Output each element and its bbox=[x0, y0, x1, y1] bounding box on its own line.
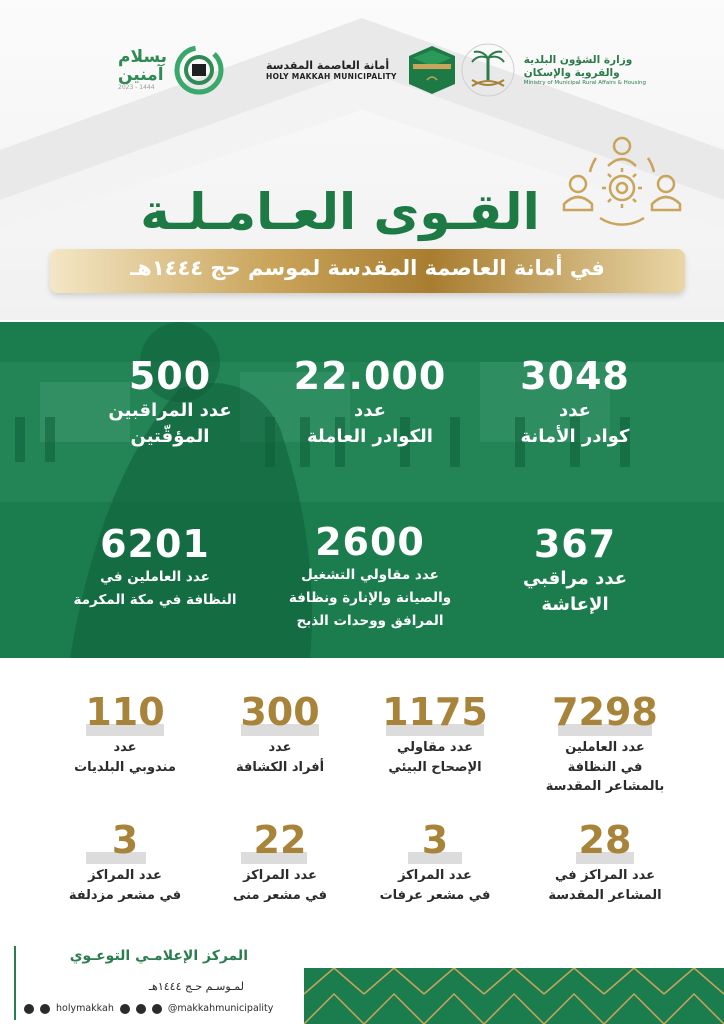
stat-cleaning-makkah bbox=[55, 522, 255, 612]
stat-label-line1: عدد مقاولي bbox=[397, 740, 473, 755]
stat-value: 6201 bbox=[100, 522, 210, 566]
stat-label-line2: الكوادر العاملة bbox=[307, 426, 433, 448]
stat-scouts bbox=[205, 690, 355, 777]
stat-label-line1: عدد المراكز bbox=[398, 868, 472, 883]
stat-centers-mina bbox=[205, 818, 355, 905]
instagram-icon[interactable] bbox=[136, 1004, 146, 1014]
stat-label-line2: والصيانة والإنارة ونظافة bbox=[288, 589, 452, 606]
header bbox=[0, 0, 724, 320]
social-handle-municipality[interactable]: @makkahmunicipality bbox=[167, 1003, 274, 1014]
stat-value: 300 bbox=[240, 690, 320, 734]
snapchat-icon[interactable] bbox=[24, 1004, 34, 1014]
stat-value: 22.000 bbox=[293, 354, 447, 398]
stat-label-line1: عدد المراكز bbox=[88, 868, 162, 883]
stat-label-line2: المشاعر المقدسة bbox=[548, 887, 662, 903]
makkah-municipality-logo bbox=[266, 38, 457, 102]
stat-label-line1: عدد bbox=[113, 740, 137, 755]
twitter-icon[interactable] bbox=[40, 1004, 50, 1014]
stat-centers-muzdalifah bbox=[50, 818, 200, 905]
hajj-hashtag: لمـوسـم حـج ١٤٤٤هـ bbox=[148, 980, 244, 993]
stat-label-line1: عدد المراكز في bbox=[554, 868, 656, 883]
page-title: القـوى العـامـلـة bbox=[140, 183, 540, 241]
stat-environmental-contractors bbox=[360, 690, 510, 777]
stat-label-line1: عدد مراقبي bbox=[522, 568, 628, 589]
stat-value: 2600 bbox=[315, 520, 425, 564]
kaaba-circle-icon bbox=[173, 44, 225, 96]
social-handle-holymakkah[interactable]: holymakkah bbox=[56, 1003, 114, 1014]
stat-temporary-supervisors bbox=[85, 354, 255, 450]
stat-label-line1: عدد bbox=[268, 740, 292, 755]
stat-label-line1: عدد مقاولي التشغيل bbox=[301, 567, 439, 583]
stat-value: 22 bbox=[253, 818, 307, 862]
footer bbox=[0, 940, 724, 1024]
makkah-name-en: HOLY MAKKAH MUNICIPALITY bbox=[266, 72, 397, 81]
ministry-name-line1: وزارة الشؤون البلدية bbox=[523, 53, 633, 66]
stat-label-line1: عدد المراكز bbox=[243, 868, 317, 883]
youtube-icon[interactable] bbox=[120, 1004, 130, 1014]
kaaba-icon bbox=[407, 44, 457, 96]
amineen-word: آمنين bbox=[118, 64, 164, 85]
stat-operation-contractors bbox=[280, 520, 460, 633]
stat-value: 1175 bbox=[382, 690, 488, 734]
ministry-logo bbox=[460, 38, 646, 102]
stat-value: 7298 bbox=[552, 690, 658, 734]
stat-municipality-delegates bbox=[50, 690, 200, 777]
stat-label-line2: كوادر الأمانة bbox=[520, 426, 630, 448]
stat-label-line1: عدد العاملين bbox=[565, 740, 645, 755]
media-center-name: المركز الإعلامـي التوعـوي bbox=[69, 948, 248, 964]
makkah-name-ar: أمانة العاصمة المقدسة bbox=[266, 59, 390, 72]
stat-label-line2: الإصحاح البيئي bbox=[388, 759, 482, 775]
stat-centers-arafat bbox=[360, 818, 510, 905]
workforce-green-section bbox=[0, 322, 724, 658]
stat-label-line2: النظافة في مكة المكرمة bbox=[73, 591, 237, 608]
stat-value: 367 bbox=[533, 522, 617, 566]
stat-label-line2: في النظافة bbox=[567, 759, 643, 775]
stat-label-line2: في مشعر مزدلفة bbox=[68, 887, 182, 903]
stat-label-line1: عدد bbox=[559, 400, 591, 421]
stat-catering-supervisors bbox=[500, 522, 650, 618]
stat-value: 3 bbox=[111, 818, 139, 862]
salam-amineen-logo bbox=[118, 38, 225, 102]
stat-label-line2: الإعاشة bbox=[541, 594, 609, 616]
stat-label-line3: بالمشاعر المقدسة bbox=[545, 779, 665, 794]
footer-accent-line bbox=[14, 946, 16, 1020]
salam-years: 2023 - 1444 bbox=[118, 84, 155, 92]
stat-label-line3: المرافق ووحدات الذبح bbox=[296, 612, 444, 629]
logo-row bbox=[0, 38, 724, 108]
stat-label-line1: عدد العاملين في bbox=[100, 569, 210, 585]
stat-value: 3048 bbox=[520, 354, 630, 398]
stat-label-line2: أفراد الكشافة bbox=[235, 759, 325, 775]
team-gear-icon bbox=[560, 128, 685, 228]
stat-value: 500 bbox=[128, 354, 212, 398]
page-subtitle: في أمانة العاصمة المقدسة لموسم حج ١٤٤٤هـ bbox=[130, 256, 605, 280]
ministry-name-en: Ministry of Municipal Rural Affairs & Housing bbox=[523, 80, 646, 87]
palm-swords-icon bbox=[460, 42, 516, 98]
stat-cleaning-holy-sites bbox=[520, 690, 690, 797]
stat-label-line2: المؤقّتين bbox=[130, 426, 210, 448]
salam-word: بسلام bbox=[118, 46, 168, 67]
stat-municipality-staff bbox=[500, 354, 650, 450]
stat-working-staff bbox=[285, 354, 455, 450]
stat-value: 3 bbox=[421, 818, 449, 862]
stat-value: 28 bbox=[578, 818, 632, 862]
social-handles bbox=[24, 1003, 273, 1014]
ministry-name-line2: والقروية والإسكان bbox=[523, 67, 620, 79]
stat-value: 110 bbox=[85, 690, 165, 734]
stat-label-line1: عدد المراقبين bbox=[108, 400, 232, 421]
stat-centers-holy-sites bbox=[520, 818, 690, 905]
facebook-icon[interactable] bbox=[152, 1004, 162, 1014]
stat-label-line2: في مشعر عرفات bbox=[379, 887, 491, 903]
stat-label-line2: في مشعر منى bbox=[233, 887, 327, 903]
stat-label-line2: مندوبي البلديات bbox=[74, 759, 176, 775]
stat-label-line1: عدد bbox=[354, 400, 386, 421]
islamic-pattern-decoration bbox=[304, 968, 724, 1024]
